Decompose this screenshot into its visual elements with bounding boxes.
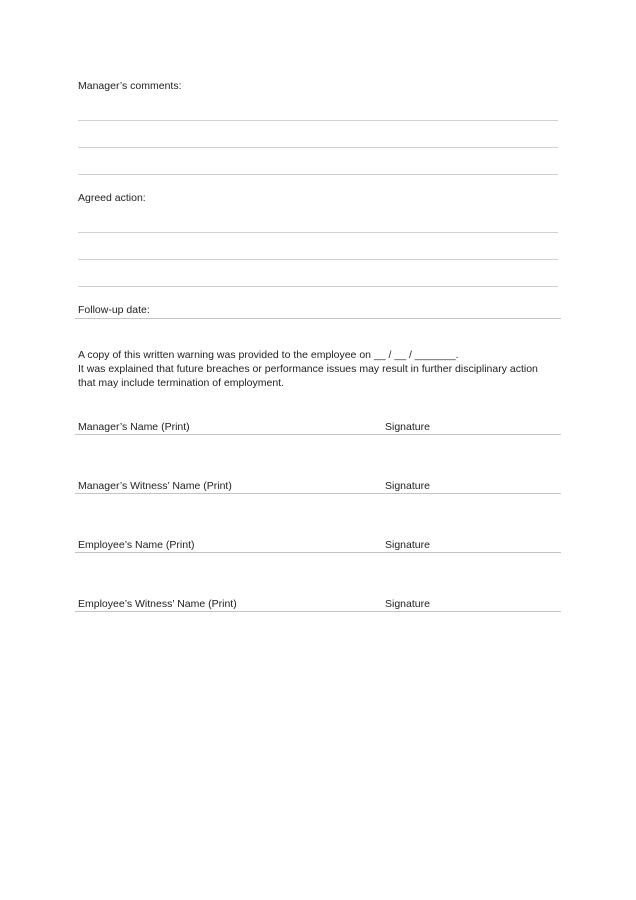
managers-comments-line-2[interactable] [78,147,558,148]
employees-witness-name-label: Employee’s Witness’ Name (Print) [78,598,237,610]
managers-witness-signature-line[interactable] [75,493,561,494]
notice-line-2: It was explained that future breaches or performance issues may result in further disciplinary action [78,363,538,375]
agreed-action-line-2[interactable] [78,259,558,260]
managers-comments-line-1[interactable] [78,120,558,121]
employees-signature-label: Signature [385,539,430,551]
managers-witness-signature-label: Signature [385,480,430,492]
follow-up-date-line[interactable] [75,318,561,319]
follow-up-date-label: Follow-up date: [78,304,150,316]
employees-signature-line[interactable] [75,552,561,553]
managers-signature-line[interactable] [75,434,561,435]
managers-signature-label: Signature [385,421,430,433]
agreed-action-line-1[interactable] [78,232,558,233]
agreed-action-label: Agreed action: [78,192,146,204]
notice-line-3: that may include termination of employment. [78,377,285,389]
employees-name-label: Employee’s Name (Print) [78,539,195,551]
managers-witness-name-label: Manager’s Witness’ Name (Print) [78,480,232,492]
warning-notice [78,348,568,390]
employees-witness-signature-label: Signature [385,598,430,610]
managers-name-label: Manager’s Name (Print) [78,421,190,433]
managers-comments-line-3[interactable] [78,174,558,175]
agreed-action-line-3[interactable] [78,286,558,287]
notice-line-1: A copy of this written warning was provided to the employee on __ / __ / _______. [78,349,459,361]
managers-comments-label: Manager’s comments: [78,80,182,92]
employees-witness-signature-line[interactable] [75,611,561,612]
